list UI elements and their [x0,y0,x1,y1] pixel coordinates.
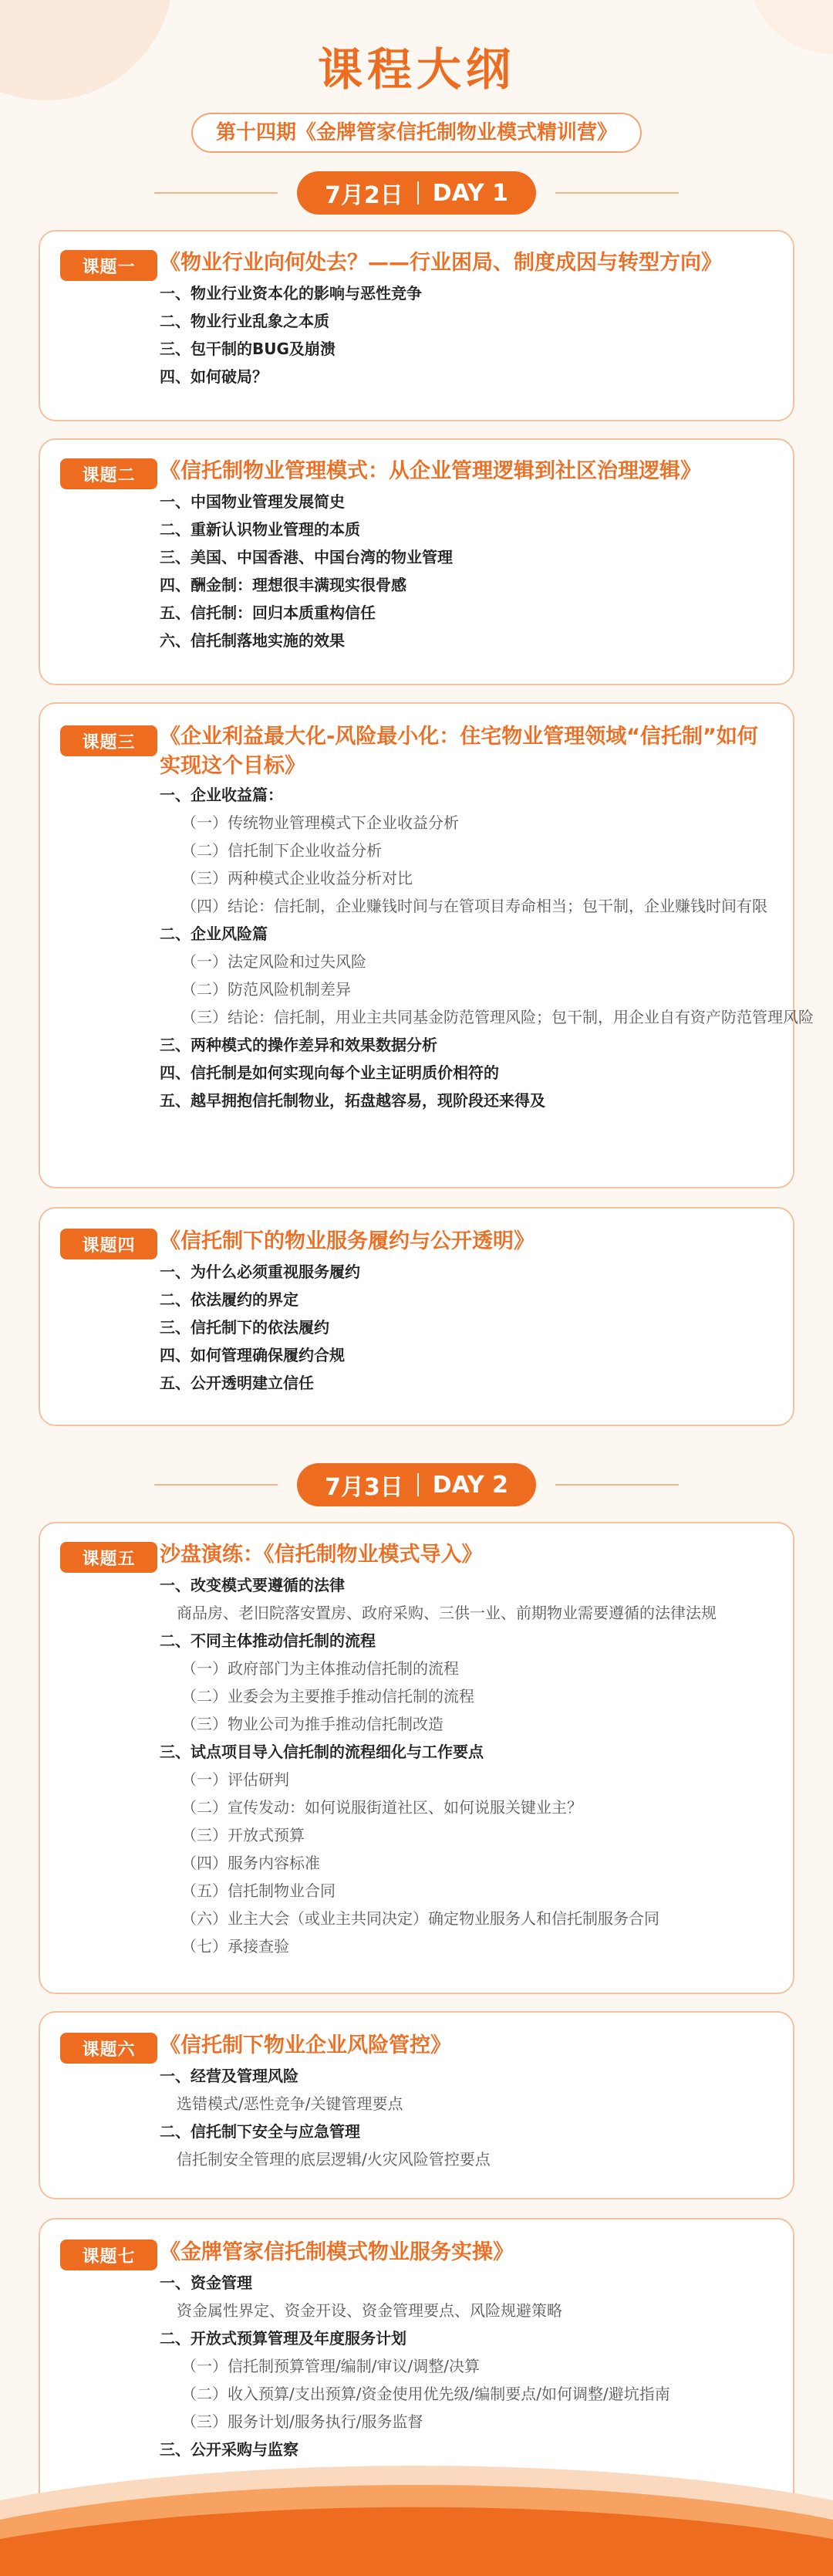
topic-title: 《信托制物业管理模式：从企业管理逻辑到社区治理逻辑》 [160,459,701,483]
topic-card-1 [39,230,794,421]
page-header [0,40,833,153]
topic-title: 《金牌管家信托制模式物业服务实操》 [160,2240,514,2264]
list-item: 五、越早拥抱信托制物业，拓盘越容易，现阶段还来得及 [160,1091,545,1110]
list-item: （四）结论：信托制，企业赚钱时间与在管项目寿命相当；包干制，企业赚钱时间有限 [181,897,767,915]
topic-tag: 课题五 [60,1542,157,1573]
topic-tag: 课题一 [60,250,157,281]
list-item: 四、如何管理确保履约合规 [160,1346,345,1364]
list-item: 选错模式/恶性竞争/关键管理要点 [177,2094,403,2113]
list-item: （三）结论：信托制，用业主共同基金防范管理风险；包干制，用企业自有资产防范管理风险 [181,1008,814,1026]
list-item: 三、两种模式的操作差异和效果数据分析 [160,1036,437,1054]
list-item: （三）服务计划/服务执行/服务监督 [181,2412,423,2431]
list-item: 三、公开采购与监察 [160,2440,298,2459]
list-item: （一）信托制预算管理/编制/审议/调整/决算 [181,2357,480,2375]
topic-title: 《物业行业向何处去？——行业困局、制度成因与转型方向》 [160,251,722,275]
day-date: 7月2日 [324,182,403,209]
list-item: 三、美国、中国香港、中国台湾的物业管理 [160,548,453,566]
page-title: 课程大纲 [317,43,515,96]
divider-line [154,1484,278,1486]
list-item: 一、企业收益篇： [160,786,283,804]
topic-title: 沙盘演练：《信托制物业模式导入》 [160,1543,483,1567]
topic-tag: 课题三 [60,725,157,756]
list-item: 二、物业行业乱象之本质 [160,312,329,330]
list-item: 一、物业行业资本化的影响与恶性竞争 [160,284,422,303]
day-label: DAY 2 [432,1471,509,1499]
list-item: （一）评估研判 [181,1770,289,1789]
topic-tag: 课题六 [60,2033,157,2064]
list-item: 信托制安全管理的底层逻辑/火灾风险管控要点 [177,2150,491,2169]
list-item: 二、依法履约的界定 [160,1290,298,1309]
list-item: 一、经营及管理风险 [160,2067,298,2085]
list-item: 资金属性界定、资金开设、资金管理要点、风险规避策略 [177,2301,562,2320]
list-item: 一、改变模式要遵循的法律 [160,1576,345,1594]
list-item: （三）物业公司为推手推动信托制改造 [181,1715,443,1733]
list-item: 五、公开透明建立信任 [160,1374,314,1392]
list-item: （一）政府部门为主体推动信托制的流程 [181,1659,459,1678]
page-subtitle: 第十四期《金牌管家信托制物业模式精训营》 [191,113,642,153]
list-item: （三）两种模式企业收益分析对比 [181,869,413,887]
list-item: 二、信托制下安全与应急管理 [160,2122,360,2141]
list-item: 三、信托制下的依法履约 [160,1318,329,1337]
badge-separator [417,181,419,205]
list-item: 二、不同主体推动信托制的流程 [160,1631,376,1650]
topic-card-6 [39,2011,794,2199]
list-item: （二）业委会为主要推手推动信托制的流程 [181,1687,474,1706]
topic-card-5 [39,1522,794,1994]
list-item: 四、信托制是如何实现向每个业主证明质价相符的 [160,1063,499,1082]
day-badge [297,171,536,215]
list-item: （六）业主大会（或业主共同决定）确定物业服务人和信托制服务合同 [181,1909,659,1928]
topic-card-3 [39,702,814,1188]
list-item: 二、重新认识物业管理的本质 [160,520,360,539]
topic-title: 《信托制下物业企业风险管控》 [160,2033,451,2057]
list-item: （二）宣传发动：如何说服街道社区、如何说服关键业主？ [181,1798,582,1817]
list-item: 一、中国物业管理发展简史 [160,492,345,511]
topic-tag: 课题七 [60,2240,157,2270]
divider-line [154,192,278,194]
topic-title: 《信托制下的物业服务履约与公开透明》 [160,1229,535,1253]
list-item: （七）承接查验 [181,1937,289,1956]
list-item: 一、为什么必须重视服务履约 [160,1263,360,1281]
list-item: 二、开放式预算管理及年度服务计划 [160,2329,406,2348]
day-2-banner [0,1463,833,1506]
list-item: 五、信托制：回归本质重构信任 [160,603,376,622]
list-item: （四）服务内容标准 [181,1854,320,1872]
topic-card-2 [39,438,794,685]
day-1-banner [0,171,833,215]
list-item: （五）信托制物业合同 [181,1881,336,1900]
list-item: 三、试点项目导入信托制的流程细化与工作要点 [160,1743,484,1761]
divider-line [555,192,679,194]
list-item: 六、信托制落地实施的效果 [160,631,345,650]
topic-title: 《企业利益最大化-风险最小化：住宅物业管理领域“信托制”如何实现这个目标》 [160,725,758,778]
badge-separator [417,1473,419,1496]
footer-wave-decoration [0,2454,833,2576]
topic-card-4 [39,1207,794,1426]
list-item: （一）传统物业管理模式下企业收益分析 [181,813,459,832]
day-date: 7月3日 [324,1474,403,1501]
list-item: （一）法定风险和过失风险 [181,952,366,971]
day-badge [297,1463,536,1506]
divider-line [555,1484,679,1486]
list-item: 三、包干制的BUG及崩溃 [160,340,336,358]
topic-tag: 课题四 [60,1229,157,1259]
list-item: （二）信托制下企业收益分析 [181,841,382,860]
day-label: DAY 1 [432,179,509,207]
list-item: 四、如何破局？ [160,367,268,386]
list-item: （二）防范风险机制差异 [181,980,351,999]
topic-tag: 课题二 [60,458,157,489]
list-item: 四、酬金制：理想很丰满现实很骨感 [160,576,406,594]
list-item: （二）收入预算/支出预算/资金使用优先级/编制要点/如何调整/避坑指南 [181,2385,670,2403]
list-item: 二、企业风险篇 [160,925,268,943]
list-item: 商品房、老旧院落安置房、政府采购、三供一业、前期物业需要遵循的法律法规 [177,1604,717,1622]
list-item: （三）开放式预算 [181,1826,305,1844]
list-item: 一、资金管理 [160,2273,252,2292]
